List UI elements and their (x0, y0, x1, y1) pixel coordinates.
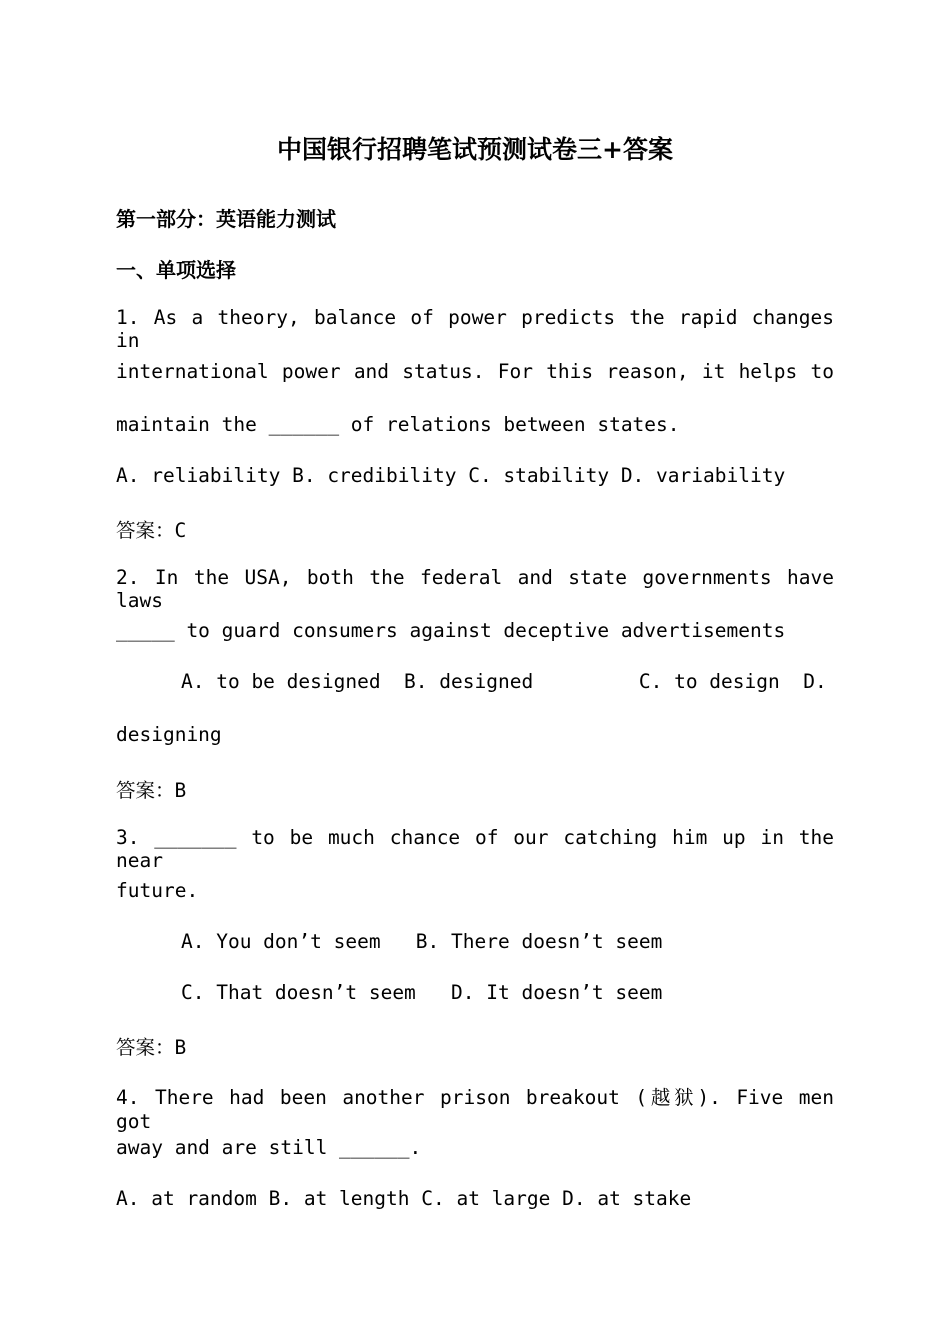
question-3-options-a: A. You don’t seem B. There doesn’t seem (181, 930, 663, 953)
question-3-line-1: 3. _______ to be much chance of our catching him up in the near (116, 826, 834, 872)
question-2-answer: 答案：B (116, 779, 187, 802)
question-4-options: A. at random B. at length C. at large D. at stake (116, 1187, 692, 1210)
question-2-options-a: A. to be designed B. designed C. to design D. (181, 670, 827, 693)
question-1-line-2: international power and status. For this reason, it helps to (116, 360, 834, 383)
document-title: 中国银行招聘笔试预测试卷三+答案 (277, 135, 673, 164)
question-3-options-b: C. That doesn’t seem D. It doesn’t seem (181, 981, 663, 1004)
question-1-answer: 答案：C (116, 519, 187, 542)
question-2-line-1: 2. In the USA, both the federal and state governments have laws (116, 566, 834, 612)
question-2-line-2: _____ to guard consumers against deceptive advertisements (116, 619, 786, 642)
question-1-line-3: maintain the ______ of relations between states. (116, 413, 680, 436)
question-4-line-1: 4. There had been another prison breakout (越狱). Five men got (116, 1086, 834, 1133)
question-2-options-b: designing (116, 723, 222, 746)
question-3-answer: 答案：B (116, 1036, 187, 1059)
question-1-line-1: 1. As a theory, balance of power predicts the rapid changes in (116, 306, 834, 352)
question-3-line-2: future. (116, 879, 199, 902)
section-heading: 一、单项选择 (116, 258, 236, 282)
question-1-options: A. reliability B. credibility C. stability D. variability (116, 464, 786, 487)
part-heading: 第一部分：英语能力测试 (116, 207, 336, 231)
question-4-line-2: away and are still ______. (116, 1136, 422, 1159)
